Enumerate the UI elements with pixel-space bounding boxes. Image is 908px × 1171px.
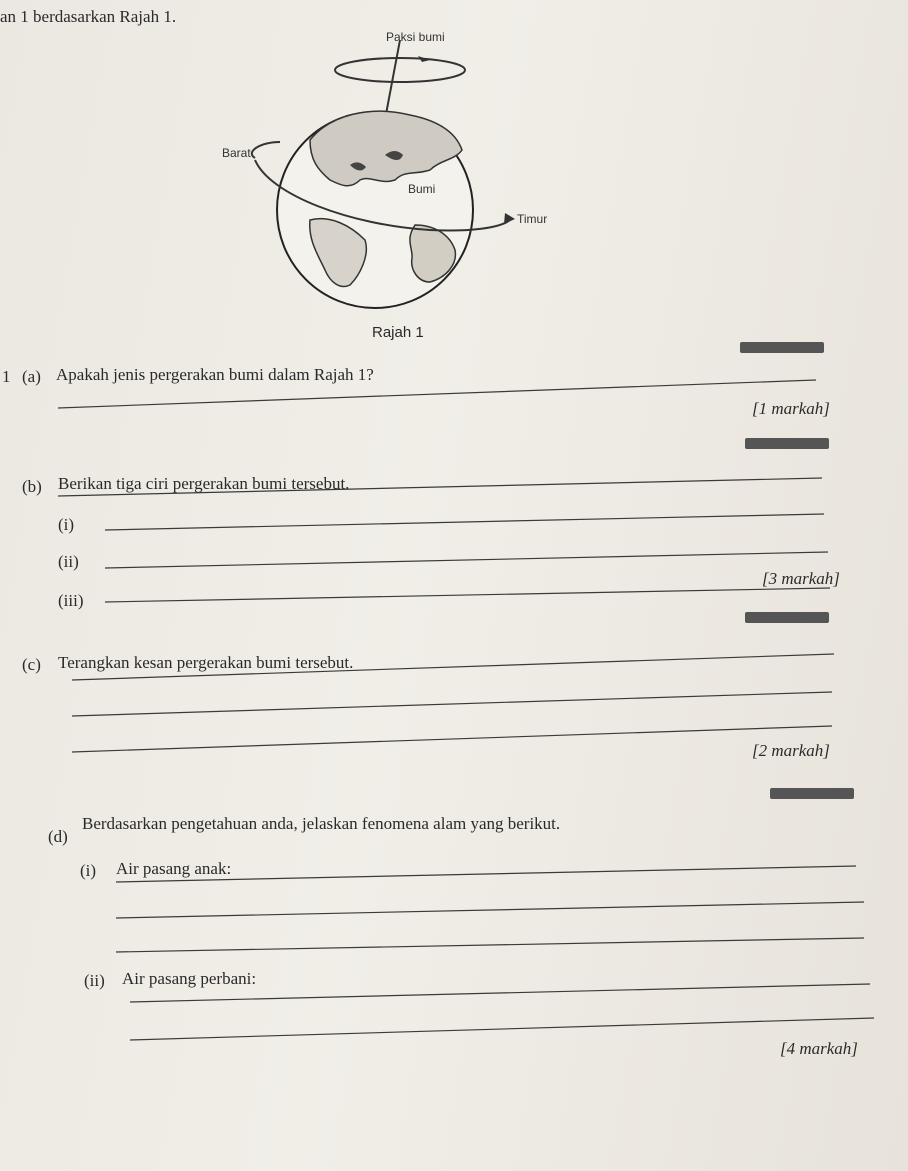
answer-line <box>105 552 828 568</box>
q1c-text: Terangkan kesan pergerakan bumi tersebut. <box>58 653 354 672</box>
q1a-text: Apakah jenis pergerakan bumi dalam Rajah 1? <box>56 365 374 384</box>
q1d-label: (d) <box>48 827 68 846</box>
q1a-marks: [1 markah] <box>752 399 830 418</box>
q1b-item-ii: (ii) <box>58 552 79 571</box>
q1d-i-label: (i) <box>80 861 97 880</box>
earth-label: Bumi <box>408 182 436 196</box>
q1b-text: Berikan tiga ciri pergerakan bumi tersebut. <box>58 474 350 493</box>
answer-line <box>130 984 870 1002</box>
answer-line <box>105 514 824 530</box>
answer-line <box>58 478 822 496</box>
q1d-ii-label: (ii) <box>84 971 105 990</box>
q1d-text: Berdasarkan pengetahuan anda, jelaskan fenomena alam yang berikut. <box>82 814 561 833</box>
answer-line <box>116 938 864 952</box>
answer-line <box>116 866 856 882</box>
answer-line <box>105 588 830 602</box>
q1b-item-i: (i) <box>58 515 75 534</box>
answer-line <box>72 654 834 680</box>
q1d-ii-text: Air pasang perbani: <box>122 969 257 988</box>
intro-text: an 1 berdasarkan Rajah 1. <box>0 7 177 26</box>
q1b-item-iii: (iii) <box>58 591 84 610</box>
answer-line <box>72 726 832 752</box>
answer-line <box>130 1018 874 1040</box>
question-number: 1 <box>2 367 11 386</box>
figure-caption: Rajah 1 <box>372 324 424 341</box>
axis-label: Paksi bumi <box>386 30 445 44</box>
q1c-label: (c) <box>22 655 41 674</box>
east-label: Timur <box>517 212 548 226</box>
answer-line <box>58 380 816 408</box>
q1a-label: (a) <box>22 367 41 386</box>
q1c-marks: [2 markah] <box>752 741 830 760</box>
answer-line <box>116 902 864 918</box>
q1b-label: (b) <box>22 477 42 496</box>
west-label: Barat <box>222 146 251 160</box>
answer-line <box>72 692 832 716</box>
q1d-marks: [4 markah] <box>780 1039 858 1058</box>
q1b-marks: [3 markah] <box>762 569 840 588</box>
q1d-i-text: Air pasang anak: <box>116 859 232 878</box>
